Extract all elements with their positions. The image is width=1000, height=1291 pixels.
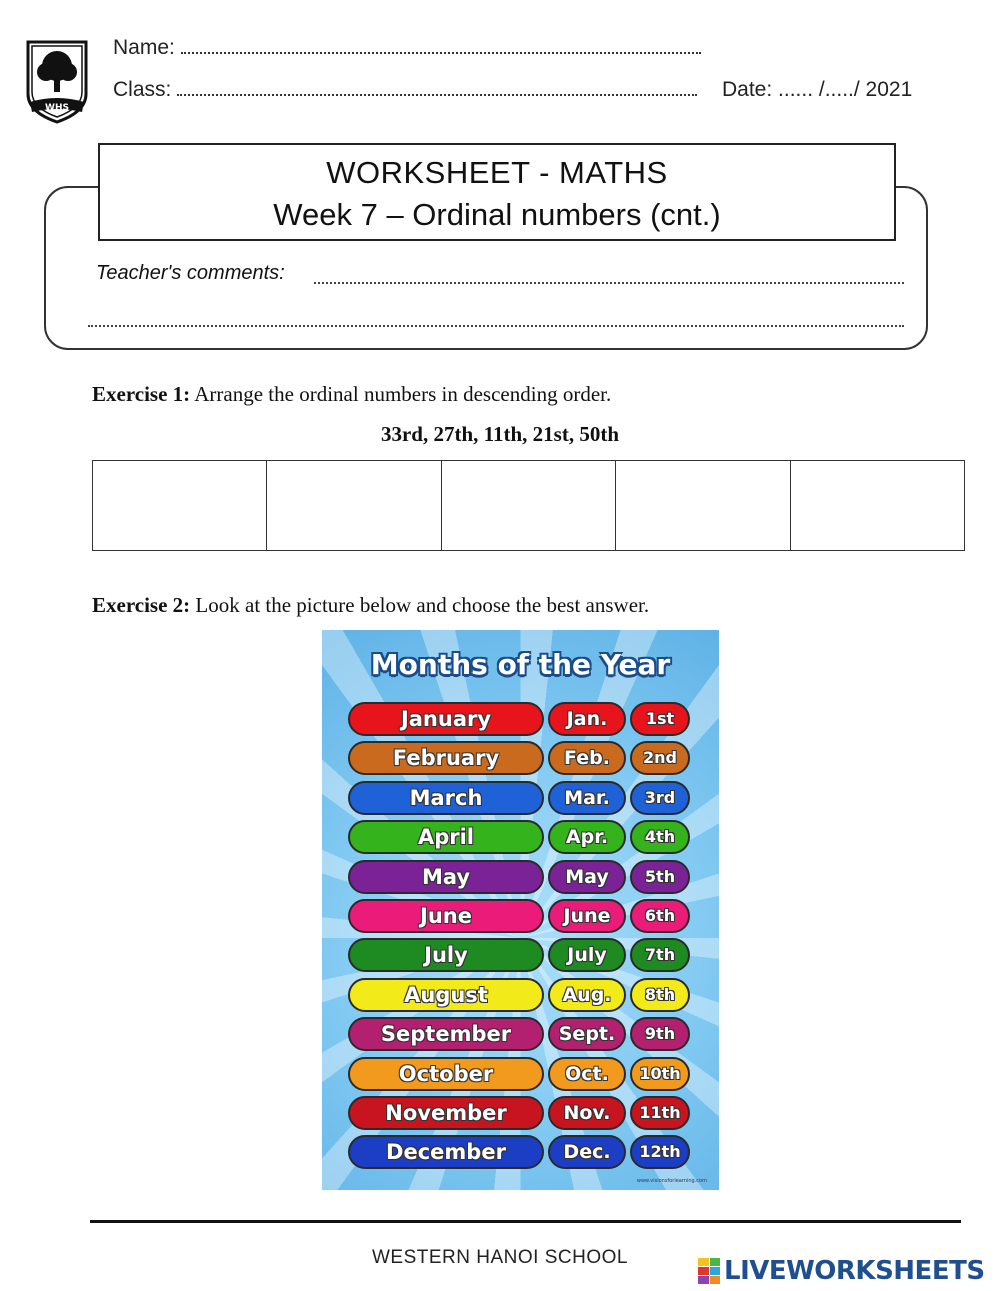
month-abbreviation: Oct. bbox=[548, 1057, 626, 1091]
months-of-year-poster bbox=[322, 630, 719, 1190]
month-abbreviation: Nov. bbox=[548, 1096, 626, 1130]
worksheet-title: WORKSHEET - MATHS bbox=[326, 155, 668, 190]
month-row bbox=[348, 1135, 712, 1169]
month-abbreviation: Sept. bbox=[548, 1017, 626, 1051]
month-ordinal: 3rd bbox=[630, 781, 690, 815]
month-row bbox=[348, 860, 712, 894]
worksheet-subtitle: Week 7 – Ordinal numbers (cnt.) bbox=[273, 197, 721, 232]
answer-box-1[interactable] bbox=[93, 461, 267, 550]
month-row bbox=[348, 978, 712, 1012]
class-blank[interactable] bbox=[177, 78, 697, 96]
month-row bbox=[348, 702, 712, 736]
exercise-2-label: Exercise 2: bbox=[92, 593, 191, 617]
month-name: February bbox=[348, 741, 544, 775]
month-abbreviation: Jan. bbox=[548, 702, 626, 736]
month-ordinal: 6th bbox=[630, 899, 690, 933]
school-logo-icon bbox=[22, 36, 92, 124]
exercise-1-text: Arrange the ordinal numbers in descending order. bbox=[190, 382, 612, 406]
month-abbreviation: Feb. bbox=[548, 741, 626, 775]
answer-box-5[interactable] bbox=[791, 461, 964, 550]
name-label: Name: bbox=[113, 36, 175, 59]
footer-divider bbox=[90, 1220, 961, 1223]
month-name: October bbox=[348, 1057, 544, 1091]
month-row bbox=[348, 1057, 712, 1091]
month-name: April bbox=[348, 820, 544, 854]
month-ordinal: 9th bbox=[630, 1017, 690, 1051]
brand-square bbox=[698, 1267, 709, 1275]
answer-box-3[interactable] bbox=[442, 461, 616, 550]
month-name: December bbox=[348, 1135, 544, 1169]
class-label: Class: bbox=[113, 78, 172, 101]
month-ordinal: 11th bbox=[630, 1096, 690, 1130]
month-abbreviation: May bbox=[548, 860, 626, 894]
school-name: WESTERN HANOI SCHOOL bbox=[372, 1247, 628, 1268]
month-name: May bbox=[348, 860, 544, 894]
month-row bbox=[348, 781, 712, 815]
month-abbreviation: Mar. bbox=[548, 781, 626, 815]
month-name: July bbox=[348, 938, 544, 972]
month-row bbox=[348, 1017, 712, 1051]
month-row bbox=[348, 741, 712, 775]
month-abbreviation: July bbox=[548, 938, 626, 972]
liveworksheets-text: LIVEWORKSHEETS bbox=[724, 1256, 985, 1286]
month-ordinal: 10th bbox=[630, 1057, 690, 1091]
month-ordinal: 1st bbox=[630, 702, 690, 736]
month-ordinal: 2nd bbox=[630, 741, 690, 775]
month-ordinal: 7th bbox=[630, 938, 690, 972]
month-row bbox=[348, 938, 712, 972]
month-row bbox=[348, 820, 712, 854]
month-ordinal: 5th bbox=[630, 860, 690, 894]
name-line bbox=[113, 36, 701, 60]
logo-text: WHS bbox=[45, 103, 69, 113]
exercise-1-label: Exercise 1: bbox=[92, 382, 191, 406]
brand-square bbox=[710, 1267, 721, 1275]
exercise-2-text: Look at the picture below and choose the best answer. bbox=[190, 593, 650, 617]
month-row bbox=[348, 899, 712, 933]
month-abbreviation: Apr. bbox=[548, 820, 626, 854]
poster-title: Months of the Year bbox=[370, 648, 671, 681]
brand-square bbox=[698, 1276, 709, 1284]
liveworksheets-brand bbox=[698, 1256, 985, 1286]
brand-square bbox=[710, 1276, 721, 1284]
liveworksheets-icon bbox=[698, 1258, 720, 1284]
month-row bbox=[348, 1096, 712, 1130]
month-name: September bbox=[348, 1017, 544, 1051]
answer-box-2[interactable] bbox=[267, 461, 441, 550]
exercise-2-instruction bbox=[92, 593, 649, 618]
month-abbreviation: June bbox=[548, 899, 626, 933]
answer-boxes bbox=[92, 460, 965, 551]
exercise-1-instruction bbox=[92, 382, 611, 407]
month-ordinal: 12th bbox=[630, 1135, 690, 1169]
month-name: January bbox=[348, 702, 544, 736]
teacher-comments-label: Teacher's comments: bbox=[96, 262, 285, 284]
month-name: June bbox=[348, 899, 544, 933]
answer-box-4[interactable] bbox=[616, 461, 790, 550]
month-abbreviation: Dec. bbox=[548, 1135, 626, 1169]
comments-line-1 bbox=[314, 270, 904, 284]
class-line bbox=[113, 78, 697, 102]
ordinal-sequence: 33rd, 27th, 11th, 21st, 50th bbox=[380, 422, 620, 446]
brand-square bbox=[698, 1258, 709, 1266]
name-blank[interactable] bbox=[181, 36, 701, 54]
brand-square bbox=[710, 1258, 721, 1266]
month-name: August bbox=[348, 978, 544, 1012]
month-ordinal: 4th bbox=[630, 820, 690, 854]
date-label: Date: ...... /...../ 2021 bbox=[722, 78, 913, 101]
month-abbreviation: Aug. bbox=[548, 978, 626, 1012]
poster-url: www.visionsforlearning.com bbox=[636, 1178, 707, 1184]
comments-line-2 bbox=[88, 313, 904, 327]
title-box bbox=[98, 143, 896, 241]
month-name: November bbox=[348, 1096, 544, 1130]
month-ordinal: 8th bbox=[630, 978, 690, 1012]
month-name: March bbox=[348, 781, 544, 815]
